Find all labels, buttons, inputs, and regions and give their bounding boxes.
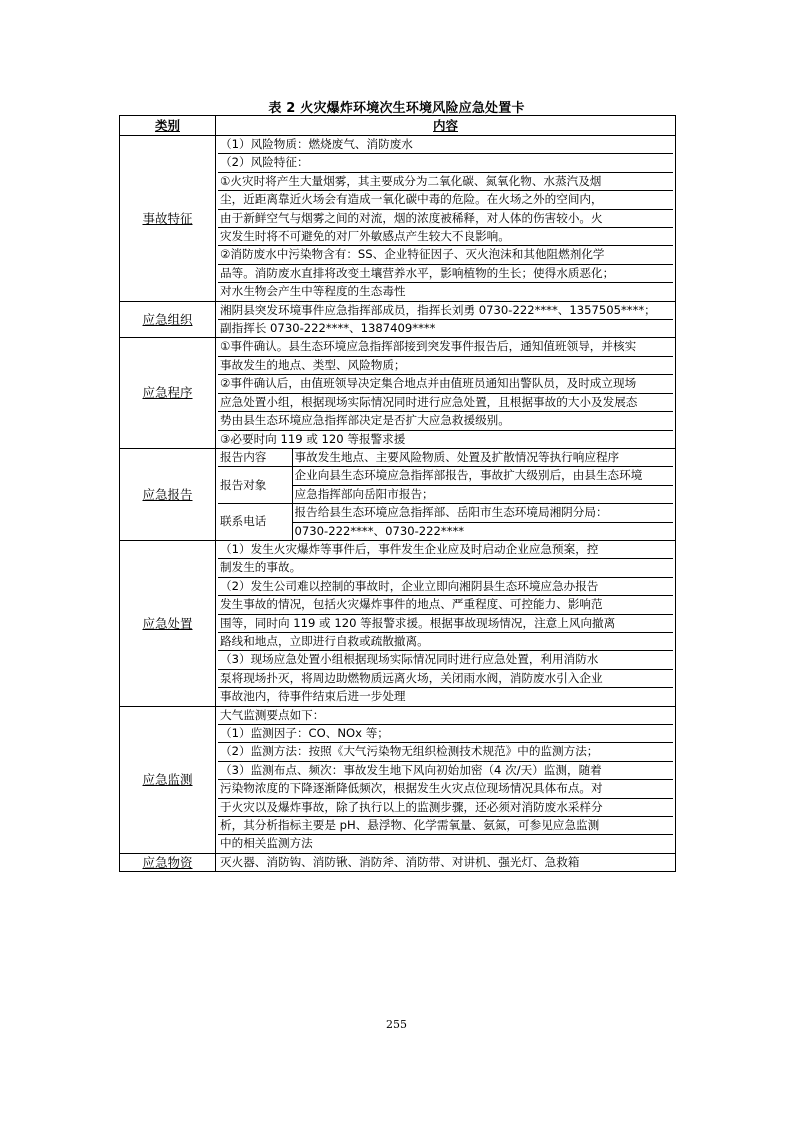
content-emergency-supplies [216,853,676,871]
content-line: 事故池内，待事件结束后进一步处理 [220,689,406,704]
table-header-row [120,116,676,136]
page-number: 255 [386,1018,407,1031]
report-target-label: 报告对象 [218,467,292,504]
header-content: 内容 [216,116,676,136]
content-line: 报告给县生态环境应急指挥部、岳阳市生态环境局湘阴分局： [293,504,674,522]
content-line: ②事件确认后，由值班领导决定集合地点并由值班员通知出警队员，及时成立现场 [218,375,673,393]
row-emergency-procedure [120,338,676,448]
content-emergency-organization [216,301,676,338]
content-line: 品等。消防废水直排将改变土壤营养水平，影响植物的生长；使得水质恶化； [218,265,673,283]
report-content-label: 报告内容 [218,449,292,467]
content-line: 中的相关监测方法 [220,836,313,851]
content-line: （2）发生公司难以控制的事故时，企业立即向湘阴县生态环境应急办报告 [218,578,673,596]
content-line: （3）监测布点、频次：事故发生地下风向初始加密（4 次/天）监测，随着 [218,762,673,780]
row-emergency-organization [120,301,676,338]
content-line: ①事件确认。县生态环境应急指挥部接到突发事件报告后，通知值班领导，并核实 [218,338,673,356]
content-line: 灭火器、消防钩、消防锹、消防斧、消防带、对讲机、强光灯、急救箱 [220,854,580,869]
category-emergency-procedure: 应急程序 [120,338,216,448]
content-line: 尘，近距离靠近火场会有造成一氧化碳中毒的危险。在火场之外的空间内， [218,191,673,209]
category-emergency-supplies: 应急物资 [120,853,216,871]
report-subtable [218,449,673,540]
emergency-disposal-card-table [119,115,676,872]
content-emergency-procedure [216,338,676,448]
content-line: （2）监测方法：按照《大气污染物无组织检测技术规范》中的监测方法； [218,743,673,761]
content-line: （1）风险物质：燃烧废气、消防废水 [218,136,673,154]
contact-phone-row [218,504,673,540]
content-line: ③必要时向 119 或 120 等报警求援 [220,431,406,446]
category-accident-features: 事故特征 [120,136,216,302]
content-line: 对水生物会产生中等程度的生态毒性 [220,284,406,299]
content-line: 制发生的事故。 [218,559,673,577]
report-content-value [292,449,673,467]
content-line: ①火灾时将产生大量烟雾，其主要成分为二氧化碳、氮氧化物、水蒸汽及烟 [218,173,673,191]
content-line: 大气监测要点如下： [218,707,673,725]
content-line: 发生事故的情况，包括火灾爆炸事件的地点、严重程度、可控能力、影响范 [218,596,673,614]
content-line: 路线和地点，立即进行自救或疏散撤离。 [218,633,673,651]
row-emergency-monitoring [120,706,676,853]
content-line: （2）风险特征： [218,154,673,172]
report-target-row [218,467,673,504]
category-emergency-monitoring: 应急监测 [120,706,216,853]
content-line: （1）发生火灾爆炸等事件后，事件发生企业应及时启动企业应急预案，控 [218,541,673,559]
content-line: （1）监测因子：CO、NOx 等； [218,725,673,743]
content-line: 势由县生态环境应急指挥部决定是否扩大应急救援级别。 [218,412,673,430]
table-title: 表 2 火灾爆炸环境次生环境风险应急处置卡 [268,101,525,116]
content-line: 于火灾以及爆炸事故，除了执行以上的监测步骤，还必须对消防废水采样分 [218,799,673,817]
content-line: ②消防废水中污染物含有：SS、企业特征因子、灭火泡沫和其他阻燃剂化学 [218,246,673,264]
content-line: 应急指挥部向岳阳市报告； [294,486,434,501]
content-line: 围等，同时向 119 或 120 等报警求援。根据事故现场情况，注意上风向撤离 [218,615,673,633]
row-emergency-supplies [120,853,676,871]
content-line: 由于新鲜空气与烟雾之间的对流，烟的浓度被稀释，对人体的伤害较小。火 [218,210,673,228]
content-line: 析，其分析指标主要是 pH、悬浮物、化学需氧量、氨氮，可参见应急监测 [218,817,673,835]
header-category: 类别 [120,116,216,136]
category-emergency-report: 应急报告 [120,448,216,540]
content-line: 灾发生时将不可避免的对厂外敏感点产生较大不良影响。 [218,228,673,246]
content-line: 副指挥长 0730-222****、1387409**** [220,321,436,336]
row-emergency-report [120,448,676,540]
content-line: （3）现场应急处置小组根据现场实际情况同时进行应急处置，利用消防水 [218,651,673,669]
category-emergency-organization: 应急组织 [120,301,216,338]
row-emergency-disposal [120,540,676,706]
content-line: 事故发生地点、主要风险物质、处置及扩散情况等执行响应程序 [294,449,620,464]
content-line: 泵将现场扑灭，将周边助燃物质远离火场，关闭雨水阀，消防废水引入企业 [218,670,673,688]
content-emergency-report [216,448,676,540]
content-line: 事故发生的地点、类型、风险物质； [218,357,673,375]
report-target-value [292,467,673,504]
category-emergency-disposal: 应急处置 [120,540,216,706]
content-line: 湘阴县突发环境事件应急指挥部成员，指挥长刘勇 0730-222****、1357505****； [218,302,673,320]
report-content-row [218,449,673,467]
content-emergency-disposal [216,540,676,706]
contact-phone-value [292,504,673,540]
row-accident-features [120,136,676,302]
content-accident-features [216,136,676,302]
content-line: 污染物浓度的下降逐渐降低频次，根据发生火灾点位现场情况具体布点。对 [218,780,673,798]
content-line: 企业向县生态环境应急指挥部报告，事故扩大级别后，由县生态环境 [293,467,674,485]
content-emergency-monitoring [216,706,676,853]
content-line: 应急处置小组，根据现场实际情况同时进行应急处置，且根据事故的大小及发展态 [218,394,673,412]
contact-phone-label: 联系电话 [218,504,292,540]
content-line: 0730-222****、0730-222**** [294,523,465,538]
